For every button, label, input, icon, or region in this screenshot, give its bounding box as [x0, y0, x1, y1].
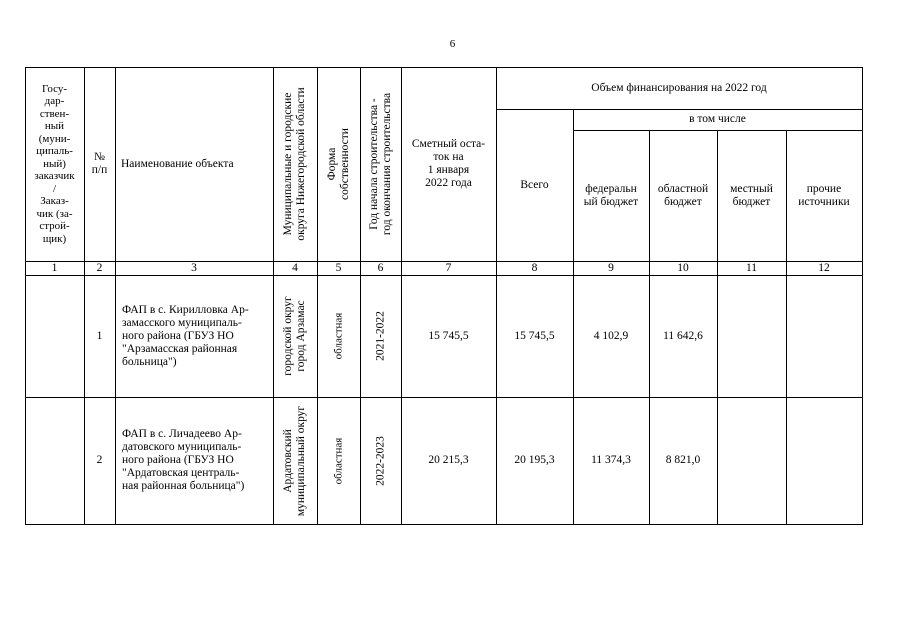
- header-number: № п/п: [91, 151, 108, 176]
- total-value: 15 745,5: [514, 329, 555, 342]
- colnum: 10: [677, 261, 689, 274]
- header-object-name: Наименование объекта: [121, 157, 234, 170]
- colnum: 4: [292, 261, 298, 274]
- colnum: 2: [96, 261, 103, 274]
- colnum: 9: [608, 261, 614, 274]
- header-estimate: Сметный оста- ток на 1 января 2022 года: [411, 138, 486, 189]
- header-customer: Госу- дар- ствен- ный (муни- ципаль- ный) заказчик / Заказ- чик (за- строй- щик): [34, 82, 75, 245]
- header-local: местный бюджет: [730, 182, 773, 208]
- ownership-text: областная: [332, 312, 344, 360]
- header-district: [273, 67, 317, 261]
- object-name: ФАП в с. Кирилловка Ар- замасского муниципаль- ного района (ГБУЗ НО "Арзамасская районная больница"): [122, 303, 249, 368]
- row-number: 1: [96, 329, 103, 342]
- header-district-text: Муниципальные и городские округа Нижегородской области: [282, 87, 307, 241]
- header-regional: областной бюджет: [657, 182, 709, 208]
- header-financing: Объем финансирования на 2022 год: [591, 81, 767, 94]
- ownership-text: областная: [332, 437, 344, 484]
- header-years-text: Год начала строительства - год окончания строительства: [367, 92, 393, 236]
- colnum: 1: [51, 261, 58, 274]
- colnum: 7: [445, 261, 452, 274]
- header-ownership-text: Форма собственности: [325, 128, 351, 200]
- ownership-cell: [317, 397, 360, 524]
- header-other: прочие источники: [798, 182, 850, 208]
- colnum: 11: [745, 261, 758, 274]
- district-cell: [273, 397, 317, 524]
- district-text: Ардатовский муниципальный округ: [282, 405, 307, 516]
- district-cell: [273, 275, 317, 397]
- colnum: 6: [377, 261, 384, 274]
- header-federal: федеральн ый бюджет: [583, 182, 639, 208]
- ownership-cell: [317, 275, 360, 397]
- object-name: ФАП в с. Личадеево Ар- датовского муниципаль- ного района (ГБУЗ НО "Ардатовская централь- ная районная больница"): [122, 428, 245, 492]
- header-ownership: [317, 67, 360, 261]
- row-number: 2: [96, 454, 103, 466]
- district-text: городской округ город Арзамас: [282, 296, 307, 376]
- years-text: 2021-2022: [374, 311, 386, 361]
- header-years: [360, 67, 401, 261]
- regional-value: 11 642,6: [663, 329, 703, 342]
- estimate-value: 15 745,5: [428, 329, 469, 342]
- colnum: 5: [335, 261, 342, 274]
- years-cell: [360, 397, 401, 524]
- page-number: 6: [449, 38, 456, 50]
- years-text: 2022-2023: [374, 435, 386, 486]
- estimate-value: 20 215,3: [428, 454, 469, 466]
- total-value: 20 195,3: [514, 454, 555, 466]
- federal-value: 11 374,3: [591, 454, 631, 466]
- header-including: в том числе: [689, 113, 746, 125]
- regional-value: 8 821,0: [665, 454, 701, 466]
- colnum: 8: [531, 261, 538, 274]
- colnum: 3: [191, 261, 197, 274]
- federal-value: 4 102,9: [593, 329, 629, 342]
- colnum: 12: [818, 261, 830, 274]
- header-total: Всего: [520, 178, 549, 191]
- years-cell: [360, 275, 401, 397]
